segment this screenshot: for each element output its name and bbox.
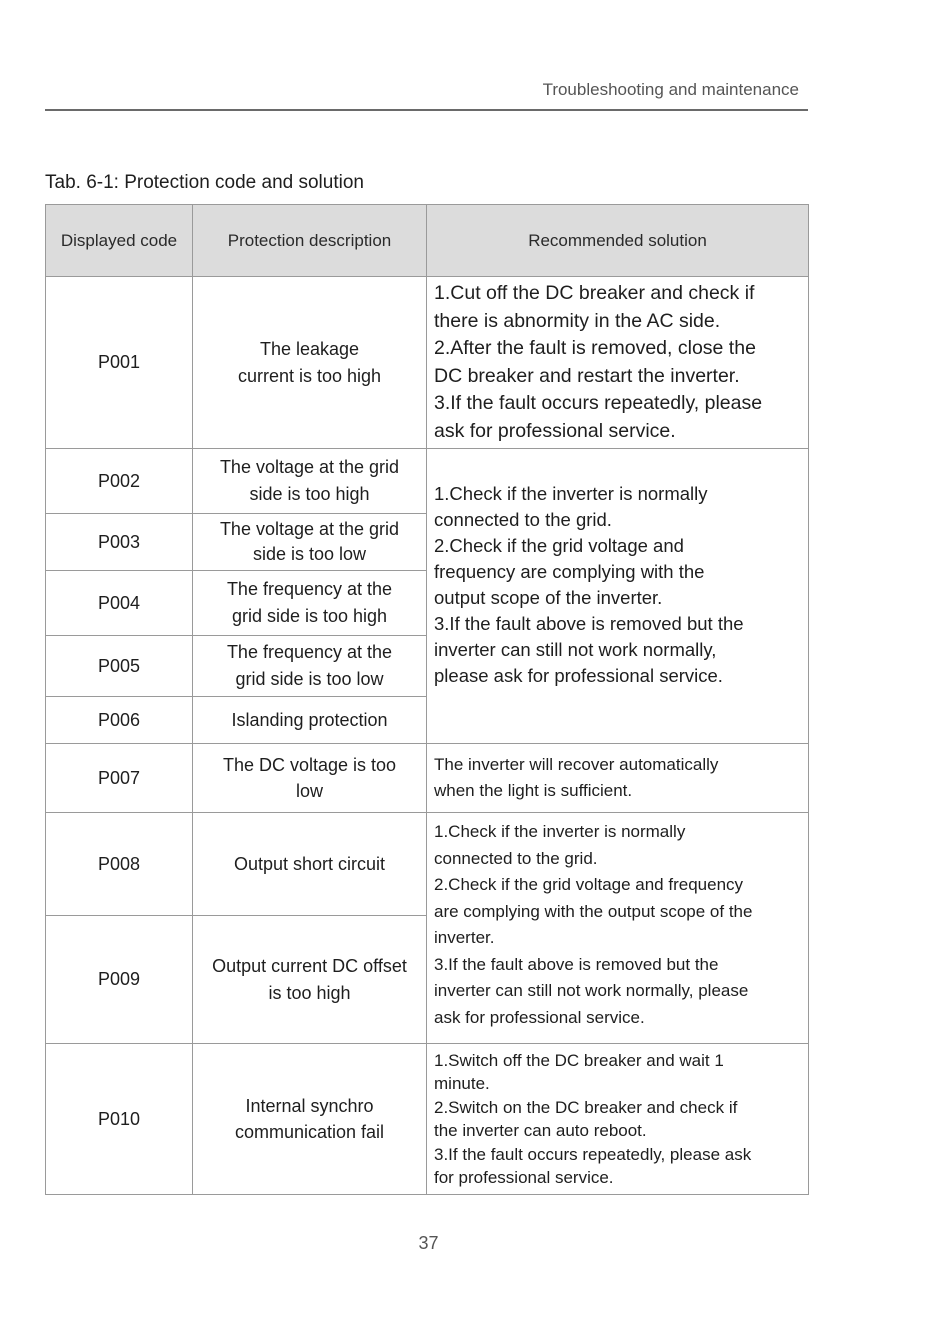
solution-line: 1.Check if the inverter is normally (434, 822, 686, 841)
solution-line: 3.If the fault occurs repeatedly, please (434, 392, 763, 414)
solution-line: 1.Switch off the DC breaker and wait 1 (434, 1050, 724, 1070)
solution-line: 1.Check if the inverter is normally (434, 483, 708, 504)
table-row (46, 744, 809, 813)
solution-line: are complying with the output scope of the (434, 901, 753, 921)
description-line: communication fail (234, 1122, 385, 1142)
solution-cell (427, 449, 809, 744)
description-cell (193, 449, 427, 514)
description-line: The voltage at the grid (219, 519, 400, 539)
solution-line: frequency are complying with the (434, 561, 705, 582)
description-line: The DC voltage is too (222, 755, 397, 775)
description-cell (193, 697, 427, 744)
column-header-description: Protection description (193, 205, 427, 277)
column-header-solution: Recommended solution (427, 205, 809, 277)
code-cell: P001 (46, 277, 193, 449)
solution-line: minute. (434, 1074, 490, 1093)
code-cell: P002 (46, 449, 193, 514)
solution-line: the inverter can auto reboot. (434, 1121, 647, 1140)
table-caption: Tab. 6-1: Protection code and solution (45, 172, 364, 193)
solution-cell (427, 813, 809, 1044)
description-line: Islanding protection (231, 709, 388, 730)
code-cell: P004 (46, 571, 193, 636)
code-cell: P005 (46, 636, 193, 697)
solution-line: inverter. (434, 928, 495, 947)
solution-spacer (434, 689, 802, 711)
description-cell (193, 277, 427, 449)
solution-line: 2.Check if the grid voltage and (434, 535, 684, 556)
solution-line: 1.Cut off the DC breaker and check if (434, 282, 755, 304)
solution-line: when the light is sufficient. (434, 781, 633, 800)
description-line: Internal synchro (245, 1096, 374, 1116)
description-line: is too high (268, 982, 351, 1003)
code-cell: P009 (46, 916, 193, 1044)
description-cell (193, 744, 427, 813)
running-header: Troubleshooting and maintenance (542, 80, 799, 99)
solution-line: ask for professional service. (434, 1007, 645, 1027)
description-line: Output current DC offset (212, 955, 407, 976)
description-cell (193, 813, 427, 916)
description-line: Output short circuit (233, 853, 386, 874)
description-line: side is too high (249, 484, 370, 504)
solution-line: there is abnormity in the AC side. (434, 309, 721, 332)
solution-line: for professional service. (434, 1168, 614, 1187)
header-divider (45, 109, 808, 111)
description-line: grid side is too high (231, 606, 388, 626)
solution-line: 2.After the fault is removed, close the (434, 337, 756, 359)
solution-line: DC breaker and restart the inverter. (434, 364, 740, 387)
code-cell: P008 (46, 813, 193, 916)
code-cell: P007 (46, 744, 193, 813)
solution-line: inverter can still not work normally, please (434, 981, 749, 1000)
solution-line: output scope of the inverter. (434, 587, 663, 608)
solution-line: connected to the grid. (434, 848, 598, 868)
table-row (46, 277, 809, 449)
description-line: The frequency at the (226, 579, 393, 599)
solution-cell (427, 277, 809, 449)
column-header-code: Displayed code (46, 205, 193, 277)
solution-line: 2.Check if the grid voltage and frequency (434, 875, 744, 894)
solution-line: ask for professional service. (434, 419, 676, 442)
description-cell (193, 571, 427, 636)
table-row (46, 1044, 809, 1195)
description-cell (193, 916, 427, 1044)
solution-line: connected to the grid. (434, 509, 612, 530)
description-cell (193, 636, 427, 697)
page-number: 37 (418, 1233, 439, 1253)
solution-line: please ask for professional service. (434, 665, 723, 686)
description-line: grid side is too low (235, 669, 384, 689)
description-line: The frequency at the (226, 642, 393, 662)
description-line: The leakage (259, 338, 360, 359)
table-row (46, 449, 809, 514)
description-cell (193, 514, 427, 571)
description-line: side is too low (252, 544, 367, 564)
description-line: The voltage at the grid (219, 457, 400, 477)
code-cell: P010 (46, 1044, 193, 1195)
solution-line: 3.If the fault occurs repeatedly, please ask (434, 1144, 752, 1164)
table-header-row (46, 205, 809, 277)
protection-code-table (45, 204, 809, 1195)
solution-line: 3.If the fault above is removed but the (434, 954, 719, 974)
description-line: low (295, 781, 323, 801)
solution-line: inverter can still not work normally, (434, 639, 717, 660)
code-cell: P003 (46, 514, 193, 571)
code-cell: P006 (46, 697, 193, 744)
solution-line: 2.Switch on the DC breaker and check if (434, 1097, 738, 1117)
table-row (46, 813, 809, 916)
solution-cell (427, 744, 809, 813)
solution-cell (427, 1044, 809, 1195)
description-cell (193, 1044, 427, 1195)
solution-line: 3.If the fault above is removed but the (434, 613, 744, 634)
solution-line: The inverter will recover automatically (434, 754, 719, 774)
description-line: current is too high (237, 365, 382, 386)
